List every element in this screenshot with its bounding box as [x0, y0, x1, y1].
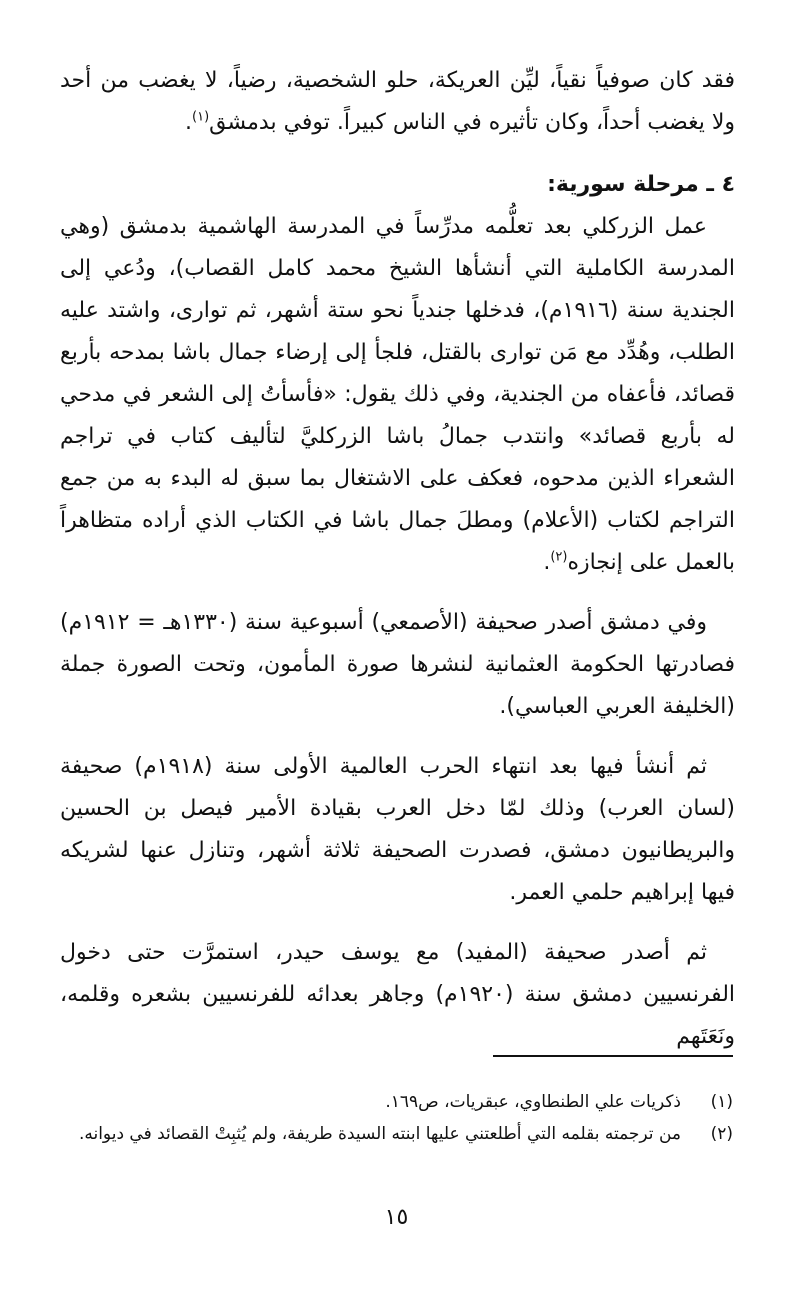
page-body — [60, 60, 735, 1058]
paragraph-1-tail: . — [185, 110, 193, 135]
footnote-1 — [58, 1086, 733, 1118]
footnotes — [58, 1086, 733, 1150]
footnote-reference-1[interactable]: (١) — [192, 109, 210, 125]
paragraph-1-text: فقد كان صوفياً نقياً، ليِّن العريكة، حلو الشخصية، رضياً، لا يغضب من أحد ولا يغضب أحداً، وكان تأثيره في الناس كبيراً. توفي بدمشق — [60, 68, 735, 135]
page-number: ١٥ — [384, 1205, 409, 1230]
paragraph-3: وفي دمشق أصدر صحيفة (الأصمعي) أسبوعية سنة (١٣٣٠هـ = ١٩١٢م) فصادرتها الحكومة العثمانية لنشرها صورة المأمون، وتحت الصورة جملة (الخليفة العربي العباسي). — [60, 610, 735, 719]
paragraph-1 — [60, 60, 735, 144]
paragraph-2 — [60, 206, 735, 584]
paragraph-5: ثم أصدر صحيفة (المفيد) مع يوسف حيدر، استمرَّت حتى دخول الفرنسيين دمشق سنة (١٩٢٠م) وجاهر بعدائه للفرنسيين بشعره وقلمه، ونَعَتَهم — [60, 940, 736, 1049]
footnote-text: من ترجمته بقلمه التي أطلعتني عليها ابنته السيدة طريفة، ولم يُثبِتْ القصائد في ديوانه. — [78, 1124, 681, 1144]
section-heading: ٤ ـ مرحلة سورية: — [547, 172, 735, 197]
footnote-text: ذكريات علي الطنطاوي، عبقريات، ص١٦٩. — [385, 1092, 681, 1112]
paragraph-2-tail: . — [543, 550, 551, 575]
footnote-number: (١) — [710, 1092, 733, 1112]
paragraph-4: ثم أنشأ فيها بعد انتهاء الحرب العالمية الأولى سنة (١٩١٨م) صحيفة (لسان العرب) وذلك لمّا دخل العرب بقيادة الأمير فيصل بن الحسين والبريطانيون دمشق، فصدرت الصحيفة ثلاثة أشهر، وتنازل عنها لشريكه فيها إبراهيم حلمي العمر. — [60, 754, 735, 905]
paragraph-2-text: عمل الزركلي بعد تعلُّمه مدرِّساً في المدرسة الهاشمية بدمشق (وهي المدرسة الكاملية التي أنشأها الشيخ محمد كامل القصاب)، ودُعي إلى الجندية سنة (١٩١٦م)، فدخلها جندياً نحو ستة أشهر، ثم توارى، واشتد عليه الطلب، وهُدِّد مع مَن توارى بالقتل، فلجأ إلى إرضاء جمال باشا بمدحه بأربع قصائد، فأعفاه من الجندية، وفي ذلك يقول: «فأسأتُ إلى الشعر في مدحي له بأربع قصائد» وانتدب جمالُ باشا الزركليَّ لتأليف كتاب في تراجم الشعراء الذين مدحوه، فعكف على الاشتغال بما سبق له البدء به من جمع التراجم لكتاب (الأعلام) ومطلَ جمال باشا في الكتاب الذي أراده متظاهراً بالعمل على إنجازه — [60, 214, 735, 575]
footnote-divider — [493, 1055, 733, 1057]
footnote-reference-2[interactable]: (٢) — [550, 549, 568, 565]
footnote-number: (٢) — [710, 1124, 733, 1144]
footnote-2 — [58, 1118, 733, 1150]
